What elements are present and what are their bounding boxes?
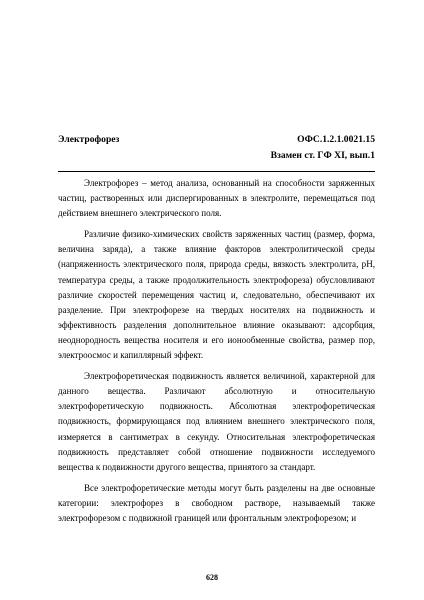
header-divider bbox=[58, 171, 375, 172]
paragraph: Электрофорез – метод анализа, основанный на способности заряженных частиц, растворенных или диспергированных в электролите, перемещаться под действием внешнего электрического поля. bbox=[58, 178, 375, 219]
paragraph: Все электрофоретические методы могут быть разделены на две основные категории: электрофорез в свободном растворе, называемый также электрофорезом с подвижной границей или фронтальным электрофорезом; и bbox=[58, 482, 375, 523]
paragraph: Электрофоретическая подвижность является величиной, характерной для данного вещества. Различают абсолютную и относительную электрофоретическую подвижность. Абсолютная электрофоретическая подвижность, формирующаяся под влиянием внешнего электрического поля, измеряется в сантиметрах в секунду. Относительная электрофоретическая подвижность представляет собой отношение подвижности исследуемого вещества к подвижности другого вещества, принятого за стандарт. bbox=[58, 371, 375, 472]
monograph-code: ОФС.1.2.1.0021.15 bbox=[297, 134, 375, 145]
replaces-note: Взамен ст. ГФ XI, вып.1 bbox=[270, 150, 375, 161]
document-body bbox=[58, 176, 375, 532]
document-header bbox=[58, 124, 375, 168]
page-number: 628 bbox=[206, 573, 218, 582]
document-title: Электрофорез bbox=[58, 134, 120, 145]
paragraph: Различие физико-химических свойств заряженных частиц (размер, форма, величина заряда), а также влияние факторов электролитической среды (напряженность электрического поля, природа среды, вязкость электролита, pH, температура среды, а также продолжительность электрофореза) обусловливают различие скоростей перемещения частиц и, следовательно, обеспечивают их разделение. При электрофорезе на твердых носителях на подвижность и эффективность разделения дополнительное влияние оказывают: адсорбция, неоднородность вещества носителя и его ионообменные свойства, размер пор, электроосмос и капиллярный эффект. bbox=[58, 229, 375, 361]
